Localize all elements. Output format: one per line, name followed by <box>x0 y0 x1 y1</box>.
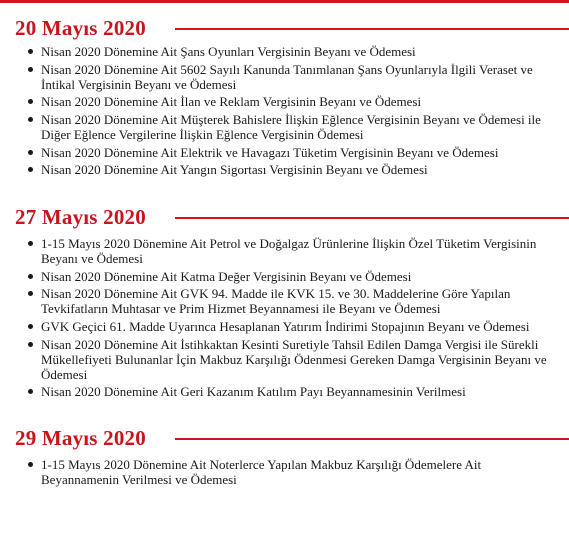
item-text: 1-15 Mayıs 2020 Dönemine Ait Noterlerce Yapılan Makbuz Karşılığı Ödemelere Ait Beyannamenin Verilmesi ve Ödemesi <box>41 457 482 487</box>
item-text: Nisan 2020 Dönemine Ait Geri Kazanım Katılım Payı Beyannamesinin Verilmesi <box>41 384 466 400</box>
bullet-icon <box>28 67 33 72</box>
bullet-icon <box>28 462 33 467</box>
list-item <box>0 145 569 160</box>
item-text: Nisan 2020 Dönemine Ait 5602 Sayılı Kanunda Tanımlanan Şans Oyunlarıyla İlgili Veraset ve İntikal Vergisinin Beyanı ve Ödemesi <box>41 61 533 92</box>
bullet-icon <box>28 241 33 246</box>
bullet-icon <box>28 342 33 347</box>
section-date-title: 20 Mayıs 2020 <box>15 16 146 40</box>
list-item <box>0 269 569 284</box>
section-27-mayis <box>0 205 569 402</box>
item-list <box>0 44 569 177</box>
bullet-icon <box>28 150 33 155</box>
list-item <box>0 319 569 334</box>
section-header <box>0 16 569 42</box>
item-text: Nisan 2020 Dönemine Ait Elektrik ve Havagazı Tüketim Vergisinin Beyanı ve Ödemesi <box>41 144 499 160</box>
top-divider <box>0 0 569 3</box>
section-20-mayis <box>0 16 569 180</box>
item-text: 1-15 Mayıs 2020 Dönemine Ait Petrol ve Doğalgaz Ürünlerine İlişkin Özel Tüketim Vergisinin Beyanı ve Ödemesi <box>41 236 537 266</box>
list-item <box>0 62 569 92</box>
bullet-icon <box>28 117 33 122</box>
item-text: Nisan 2020 Dönemine Ait Şans Oyunları Vergisinin Beyanı ve Ödemesi <box>41 44 416 59</box>
item-text: Nisan 2020 Dönemine Ait Yangın Sigortası Vergisinin Beyanı ve Ödemesi <box>41 162 428 178</box>
section-divider <box>175 217 569 219</box>
bullet-icon <box>28 99 33 104</box>
section-header <box>0 205 569 231</box>
item-text: GVK Geçici 61. Madde Uyarınca Hesaplanan Yatırım İndirimi Stopajının Beyanı ve Ödemesi <box>41 319 530 335</box>
section-29-mayis <box>0 426 569 490</box>
section-divider <box>175 28 569 30</box>
section-divider <box>175 438 569 440</box>
item-text: Nisan 2020 Dönemine Ait Katma Değer Vergisinin Beyanı ve Ödemesi <box>41 268 412 284</box>
bullet-icon <box>28 324 33 329</box>
section-date-title: 29 Mayıs 2020 <box>15 426 146 450</box>
section-header <box>0 426 569 452</box>
list-item <box>0 384 569 399</box>
bullet-icon <box>28 291 33 296</box>
list-item <box>0 337 569 382</box>
list-item <box>0 94 569 109</box>
bullet-icon <box>28 274 33 279</box>
section-date-title: 27 Mayıs 2020 <box>15 205 146 229</box>
bullet-icon <box>28 49 33 54</box>
item-text: Nisan 2020 Dönemine Ait GVK 94. Madde ile KVK 15. ve 30. Maddelerine Göre Yapılan Tevkifatların Muhtasar ve Prim Hizmet Beyannamesi ile Beyanı ve Ödemesi <box>41 286 511 317</box>
bullet-icon <box>28 167 33 172</box>
list-item <box>0 112 569 142</box>
item-text: Nisan 2020 Dönemine Ait Müşterek Bahislere İlişkin Eğlence Vergisinin Beyanı ve Ödemesi ile Diğer Eğlence Vergilerine İlişkin Eğlence Vergisinin Ödemesi <box>41 112 541 143</box>
bullet-icon <box>28 389 33 394</box>
list-item <box>0 44 569 59</box>
list-item <box>0 236 569 266</box>
item-text: Nisan 2020 Dönemine Ait İstihkaktan Kesinti Suretiyle Tahsil Edilen Damga Vergisi ile Sürekli Mükellefiyeti Bulunanlar İçin Makbuz Karşılığı Ödenmesi Gereken Damga Vergisinin Beyanı ve Ödemesi <box>41 336 547 382</box>
item-list <box>0 236 569 399</box>
list-item <box>0 162 569 177</box>
list-item <box>0 457 569 487</box>
item-text: Nisan 2020 Dönemine Ait İlan ve Reklam Vergisinin Beyanı ve Ödemesi <box>41 94 422 110</box>
item-list <box>0 457 569 487</box>
list-item <box>0 286 569 316</box>
